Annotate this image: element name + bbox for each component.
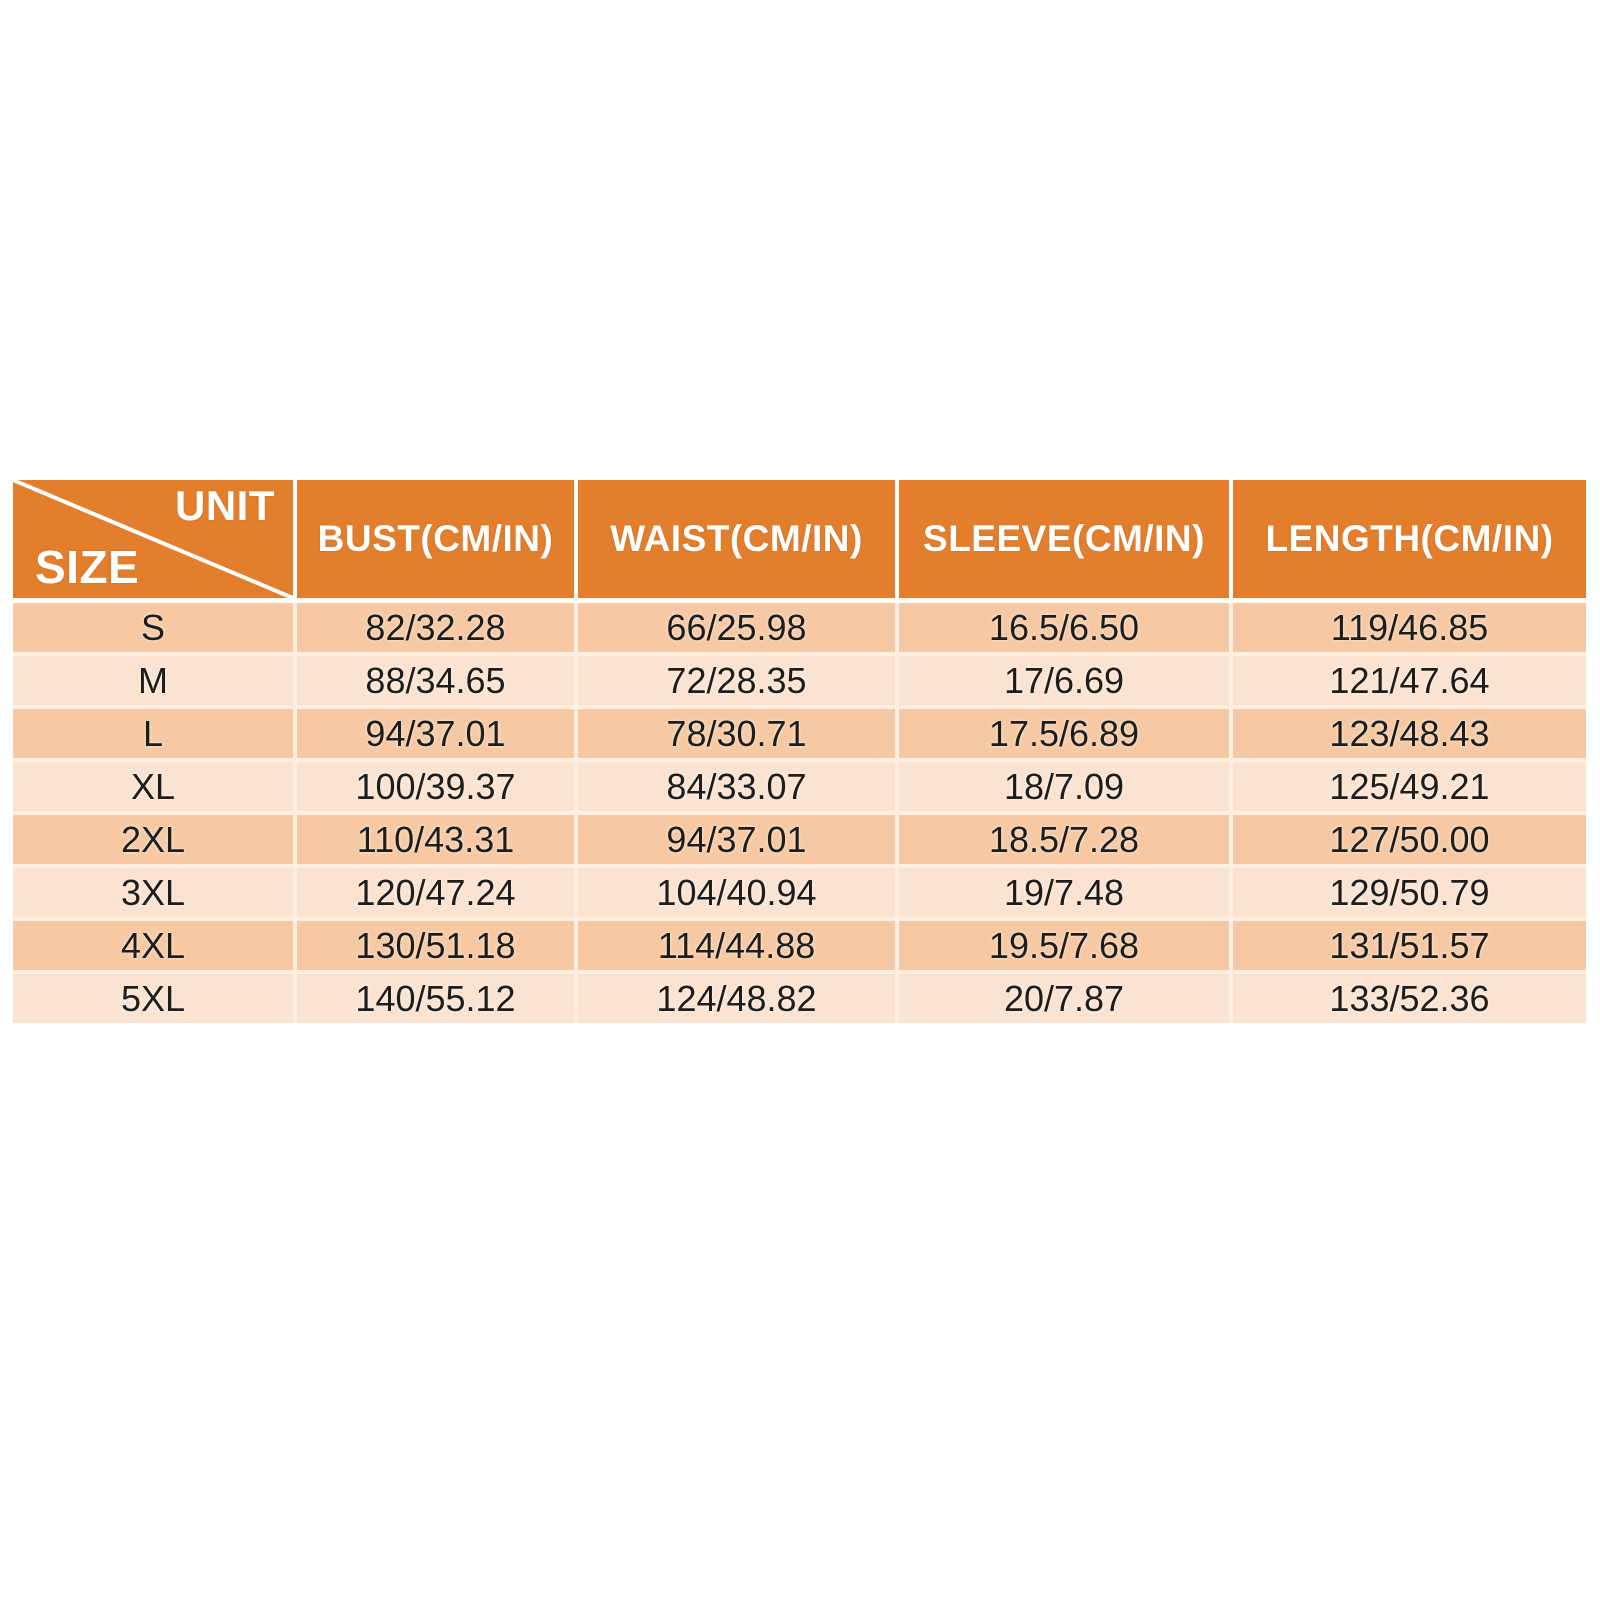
size-cell: 4XL xyxy=(13,921,293,970)
size-cell: 5XL xyxy=(13,974,293,1023)
size-cell: S xyxy=(13,603,293,652)
corner-unit-label: UNIT xyxy=(175,482,275,529)
sleeve-cell: 18.5/7.28 xyxy=(899,815,1229,864)
column-header-length: LENGTH(CM/IN) xyxy=(1233,480,1586,598)
sleeve-cell: 19/7.48 xyxy=(899,868,1229,917)
column-header-waist: WAIST(CM/IN) xyxy=(578,480,895,598)
waist-cell: 84/33.07 xyxy=(578,762,895,811)
size-cell: XL xyxy=(13,762,293,811)
corner-size-label: SIZE xyxy=(35,541,140,593)
size-cell: 2XL xyxy=(13,815,293,864)
size-chart-body xyxy=(13,603,1586,1023)
sleeve-cell: 19.5/7.68 xyxy=(899,921,1229,970)
length-cell: 129/50.79 xyxy=(1233,868,1586,917)
length-cell: 119/46.85 xyxy=(1233,603,1586,652)
bust-cell: 120/47.24 xyxy=(297,868,574,917)
sleeve-cell: 17/6.69 xyxy=(899,656,1229,705)
bust-cell: 82/32.28 xyxy=(297,603,574,652)
length-cell: 127/50.00 xyxy=(1233,815,1586,864)
length-cell: 125/49.21 xyxy=(1233,762,1586,811)
bust-cell: 110/43.31 xyxy=(297,815,574,864)
waist-cell: 124/48.82 xyxy=(578,974,895,1023)
bust-cell: 94/37.01 xyxy=(297,709,574,758)
waist-cell: 94/37.01 xyxy=(578,815,895,864)
waist-cell: 78/30.71 xyxy=(578,709,895,758)
length-cell: 131/51.57 xyxy=(1233,921,1586,970)
length-cell: 121/47.64 xyxy=(1233,656,1586,705)
bust-cell: 88/34.65 xyxy=(297,656,574,705)
column-header-bust: BUST(CM/IN) xyxy=(297,480,574,598)
length-cell: 123/48.43 xyxy=(1233,709,1586,758)
sleeve-cell: 20/7.87 xyxy=(899,974,1229,1023)
waist-cell: 66/25.98 xyxy=(578,603,895,652)
sleeve-cell: 16.5/6.50 xyxy=(899,603,1229,652)
size-cell: 3XL xyxy=(13,868,293,917)
waist-cell: 104/40.94 xyxy=(578,868,895,917)
size-chart-table xyxy=(13,480,1586,1023)
corner-header-cell xyxy=(13,480,293,598)
bust-cell: 130/51.18 xyxy=(297,921,574,970)
size-cell: L xyxy=(13,709,293,758)
size-chart-header-row xyxy=(13,480,1586,603)
column-header-sleeve: SLEEVE(CM/IN) xyxy=(899,480,1229,598)
size-cell: M xyxy=(13,656,293,705)
waist-cell: 114/44.88 xyxy=(578,921,895,970)
bust-cell: 100/39.37 xyxy=(297,762,574,811)
sleeve-cell: 17.5/6.89 xyxy=(899,709,1229,758)
bust-cell: 140/55.12 xyxy=(297,974,574,1023)
length-cell: 133/52.36 xyxy=(1233,974,1586,1023)
sleeve-cell: 18/7.09 xyxy=(899,762,1229,811)
waist-cell: 72/28.35 xyxy=(578,656,895,705)
